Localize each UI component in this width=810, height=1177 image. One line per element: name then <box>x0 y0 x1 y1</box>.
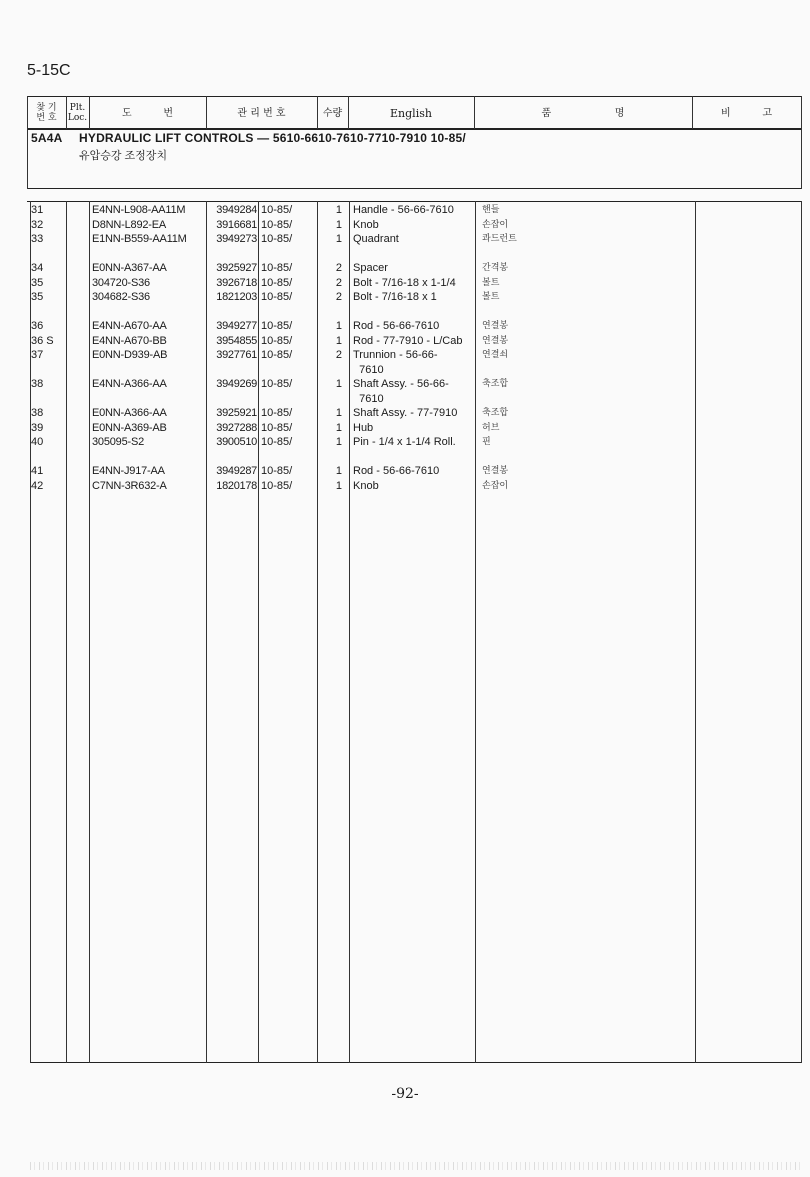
header-english: English <box>390 106 432 120</box>
table-row <box>0 334 810 349</box>
qty-cell: 1 <box>335 204 342 216</box>
english-name-cell: Hub <box>353 421 374 434</box>
ref-no-cell: 34 <box>31 262 44 274</box>
qty-cell: 1 <box>335 407 342 419</box>
section-rule <box>27 188 801 189</box>
ref-no-cell: 35 <box>31 291 44 303</box>
section-title <box>31 131 466 145</box>
row-spacer <box>0 247 810 262</box>
qty-cell: 1 <box>335 320 342 332</box>
ref-no-cell: 39 <box>31 421 44 434</box>
header-qty: 수량 <box>322 107 343 119</box>
table-row <box>0 377 810 392</box>
date-cell: 10-85/ <box>261 479 293 492</box>
date-cell: 10-85/ <box>261 378 293 390</box>
table-row <box>0 232 810 247</box>
header-remarks: 비 고 <box>720 107 773 119</box>
row-spacer <box>0 305 810 320</box>
korean-name-cell: 연결봉 <box>482 321 509 331</box>
korean-name-cell: 연결봉 <box>482 335 509 346</box>
part-no-cell: E4NN-L908-AA11M <box>92 204 186 216</box>
qty-cell: 1 <box>335 378 342 390</box>
part-no-cell: C7NN-3R632-A <box>92 479 167 492</box>
table-row <box>0 464 810 479</box>
part-no-cell: E0NN-A366-AA <box>92 407 167 419</box>
qty-cell: 1 <box>335 479 342 492</box>
date-cell: 10-85/ <box>261 262 293 274</box>
qty-cell: 2 <box>335 291 342 303</box>
mgmt-no-cell: 3900510 <box>216 436 257 448</box>
table-bottom-rule <box>30 1062 802 1063</box>
mgmt-no-cell: 3949269 <box>216 378 257 390</box>
part-no-cell: 304720-S36 <box>92 276 150 289</box>
korean-name-cell: 핸들 <box>482 205 500 215</box>
table-row <box>0 479 810 494</box>
header-ref-no: 찾 기 번 호 <box>36 103 57 123</box>
english-name-cell: Bolt - 7/16-18 x 1 <box>353 291 437 303</box>
qty-cell: 2 <box>335 262 342 274</box>
mgmt-no-cell: 3925921 <box>216 407 257 419</box>
date-cell: 10-85/ <box>261 291 293 303</box>
qty-cell: 1 <box>335 334 342 347</box>
table-row <box>0 276 810 291</box>
ref-no-cell: 33 <box>31 233 44 245</box>
ref-no-cell: 35 <box>31 276 44 289</box>
part-no-cell: 304682-S36 <box>92 291 150 303</box>
header-plt-loc: Plt. Loc. <box>67 103 88 123</box>
part-no-cell: E4NN-J917-AA <box>92 465 165 477</box>
qty-cell: 1 <box>335 233 342 245</box>
korean-name-cell: 축조합 <box>482 379 509 389</box>
table-top-rule <box>27 96 801 97</box>
part-no-cell: D8NN-L892-EA <box>92 218 167 231</box>
header-mgmt-no: 관 리 번 호 <box>237 107 286 119</box>
header-korean: 품 명 <box>541 107 625 119</box>
table-row <box>0 261 810 276</box>
ref-no-cell: 38 <box>31 407 44 419</box>
ref-no-cell: 42 <box>31 479 44 492</box>
table-row <box>0 218 810 233</box>
table-right-edge <box>801 96 802 189</box>
english-name-cell: 7610 <box>353 363 384 376</box>
mgmt-no-cell: 3927761 <box>216 349 257 361</box>
table-row <box>0 203 810 218</box>
english-name-cell: Rod - 77-7910 - L/Cab <box>353 334 463 347</box>
ref-no-cell: 40 <box>31 436 44 448</box>
date-cell: 10-85/ <box>261 421 293 434</box>
date-cell: 10-85/ <box>261 465 293 477</box>
table-row <box>0 290 810 305</box>
scan-artifact-strip <box>30 1162 800 1170</box>
section-name: HYDRAULIC LIFT CONTROLS — 5610-6610-7610-7710-7910 10-85/ <box>79 131 466 145</box>
part-no-cell: E0NN-A369-AB <box>92 421 167 434</box>
ref-no-cell: 31 <box>31 204 44 216</box>
mgmt-no-cell: 3926718 <box>216 276 257 289</box>
korean-name-cell: 축조합 <box>482 408 509 418</box>
table-row <box>0 421 810 436</box>
english-name-cell: Quadrant <box>353 233 399 245</box>
part-no-cell: E4NN-A366-AA <box>92 378 167 390</box>
part-no-cell: E1NN-B559-AA11M <box>92 233 187 245</box>
korean-name-cell: 손잡이 <box>482 219 509 230</box>
qty-cell: 1 <box>335 436 342 448</box>
mgmt-no-cell: 1821203 <box>216 291 257 303</box>
mgmt-no-cell: 1820178 <box>216 479 257 492</box>
date-cell: 10-85/ <box>261 218 293 231</box>
english-name-cell: Spacer <box>353 262 388 274</box>
date-cell: 10-85/ <box>261 407 293 419</box>
date-cell: 10-85/ <box>261 436 293 448</box>
english-name-cell: Shaft Assy. - 77-7910 <box>353 407 458 419</box>
part-no-cell: E4NN-A670-BB <box>92 334 167 347</box>
mgmt-no-cell: 3949273 <box>216 233 257 245</box>
mgmt-no-cell: 3949287 <box>216 465 257 477</box>
part-no-cell: E0NN-A367-AA <box>92 262 167 274</box>
qty-cell: 2 <box>335 276 342 289</box>
mgmt-no-cell: 3927288 <box>216 421 257 434</box>
korean-name-cell: 허브 <box>482 422 500 433</box>
date-cell: 10-85/ <box>261 233 293 245</box>
mgmt-no-cell: 3949277 <box>216 320 257 332</box>
english-name-cell: 7610 <box>353 392 384 405</box>
date-cell: 10-85/ <box>261 276 293 289</box>
english-name-cell: Knob <box>353 218 379 231</box>
english-name-cell: Bolt - 7/16-18 x 1-1/4 <box>353 276 456 289</box>
section-subtitle: 유압승강 조정장치 <box>79 150 168 162</box>
date-cell: 10-85/ <box>261 334 293 347</box>
part-no-cell: E0NN-D939-AB <box>92 349 168 361</box>
korean-name-cell: 핀 <box>482 437 491 447</box>
mgmt-no-cell: 3916681 <box>216 218 257 231</box>
ref-no-cell: 36 S <box>31 334 54 347</box>
date-cell: 10-85/ <box>261 320 293 332</box>
english-name-cell: Shaft Assy. - 56-66- <box>353 378 449 390</box>
ref-no-cell: 41 <box>31 465 44 477</box>
korean-name-cell: 간격봉 <box>482 263 509 273</box>
english-name-cell: Pin - 1/4 x 1-1/4 Roll. <box>353 436 456 448</box>
part-no-cell: 305095-S2 <box>92 436 145 448</box>
table-row <box>0 363 810 378</box>
korean-name-cell: 연결봉 <box>482 466 509 476</box>
korean-name-cell: 손잡이 <box>482 480 509 491</box>
qty-cell: 1 <box>335 421 342 434</box>
ref-no-cell: 36 <box>31 320 44 332</box>
english-name-cell: Handle - 56-66-7610 <box>353 204 454 216</box>
row-spacer <box>0 450 810 465</box>
part-no-cell: E4NN-A670-AA <box>92 320 167 332</box>
date-cell: 10-85/ <box>261 204 293 216</box>
ref-no-cell: 37 <box>31 349 44 361</box>
ref-no-cell: 38 <box>31 378 44 390</box>
korean-name-cell: 연결쇠 <box>482 350 509 360</box>
korean-name-cell: 콰드런트 <box>482 234 517 244</box>
korean-name-cell: 볼트 <box>482 292 500 302</box>
english-name-cell: Rod - 56-66-7610 <box>353 320 440 332</box>
header-rule <box>27 128 801 130</box>
qty-cell: 1 <box>335 465 342 477</box>
page-code: 5-15C <box>27 62 71 79</box>
english-name-cell: Knob <box>353 479 379 492</box>
mgmt-no-cell: 3954855 <box>216 334 257 347</box>
table-row <box>0 435 810 450</box>
korean-name-cell: 볼트 <box>482 277 500 288</box>
english-name-cell: Trunnion - 56-66- <box>353 349 438 361</box>
mgmt-no-cell: 3925927 <box>216 262 257 274</box>
parts-list <box>0 203 810 493</box>
qty-cell: 1 <box>335 218 342 231</box>
qty-cell: 2 <box>335 349 342 361</box>
ref-no-cell: 32 <box>31 218 44 231</box>
english-name-cell: Rod - 56-66-7610 <box>353 465 440 477</box>
table-row <box>0 392 810 407</box>
mgmt-no-cell: 3949284 <box>216 204 257 216</box>
table-row <box>0 319 810 334</box>
page-number: -92- <box>391 1086 419 1102</box>
table-row <box>0 348 810 363</box>
date-cell: 10-85/ <box>261 349 293 361</box>
section-rule-2 <box>27 201 801 202</box>
table-row <box>0 406 810 421</box>
section-code: 5A4A <box>31 131 63 145</box>
header-part-no: 도 번 <box>121 107 174 119</box>
